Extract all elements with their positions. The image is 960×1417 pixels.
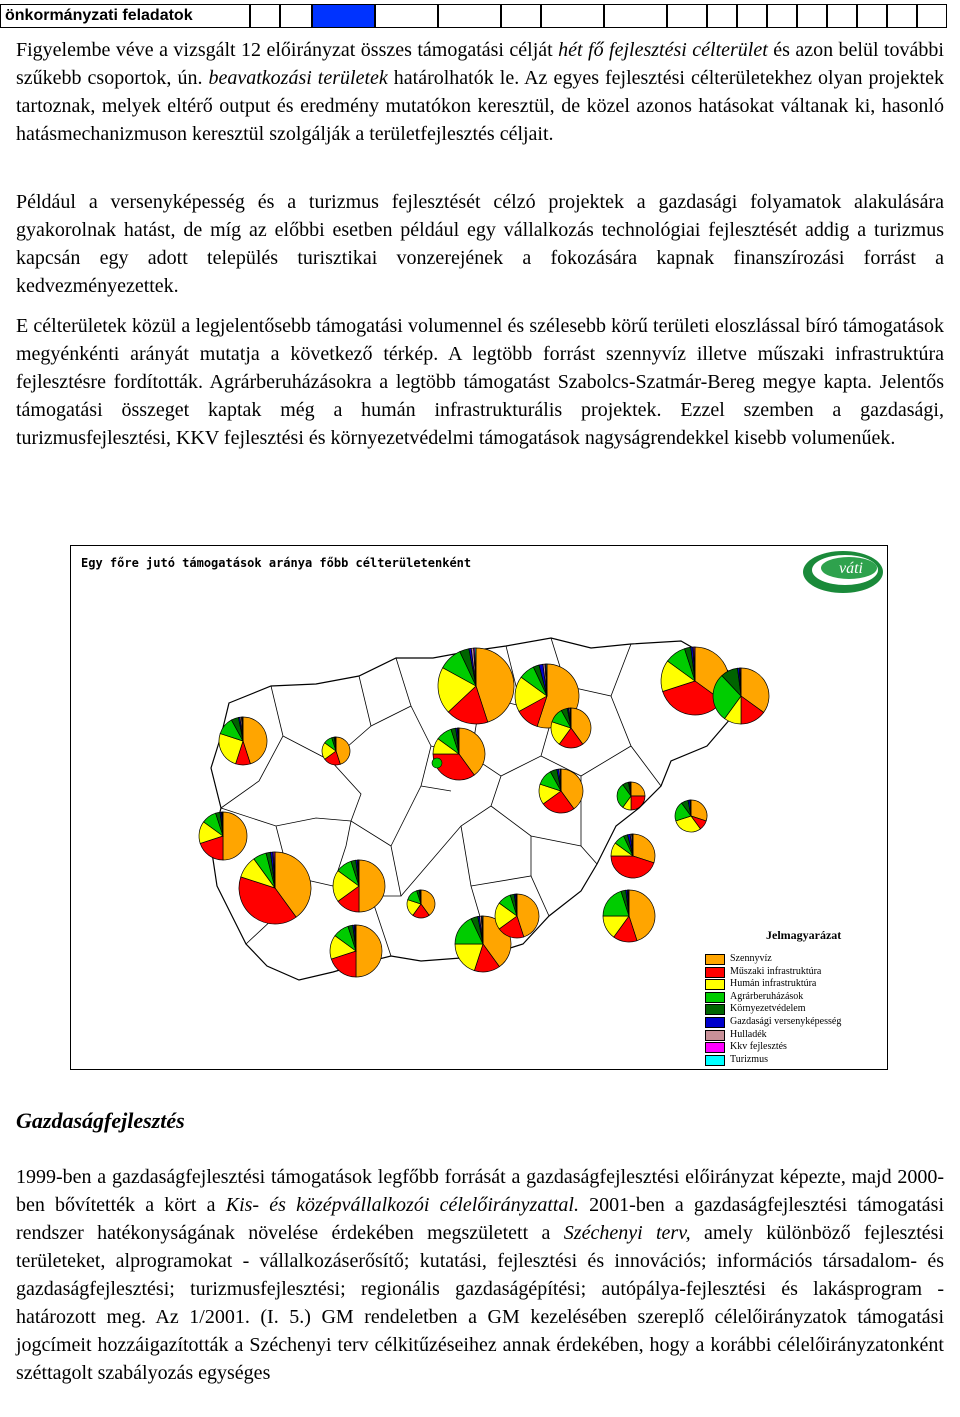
legend-label: Agrárberuházások xyxy=(730,990,804,1002)
header-cell xyxy=(707,4,737,28)
header-cell xyxy=(737,4,767,28)
legend-swatch xyxy=(705,979,725,990)
county-pie xyxy=(199,812,247,860)
header-cell xyxy=(827,4,857,28)
header-cell xyxy=(280,4,312,28)
paragraph-intro xyxy=(16,36,944,148)
county-pie xyxy=(675,800,707,832)
county-pie xyxy=(239,852,311,924)
legend-title: Jelmagyarázat xyxy=(766,928,842,942)
budapest-marker xyxy=(432,758,442,768)
text-run: 1999-ben a gazdaságfejlesztési támogatások legfőbb forrását a gazdaságfejlesztési előirányzat képezte, majd 2000-ben bővítették a kört a xyxy=(16,1166,944,1216)
legend-swatch xyxy=(705,1017,725,1028)
legend-label: Kkv fejlesztés xyxy=(730,1041,787,1053)
legend-swatch xyxy=(705,1042,725,1053)
paragraph-economic-development xyxy=(16,1163,944,1387)
legend-label: Hulladék xyxy=(730,1028,767,1040)
county-pie xyxy=(539,769,583,813)
header-title: önkormányzati feladatok xyxy=(0,4,250,28)
county-pie xyxy=(219,717,267,765)
county-pie xyxy=(322,737,350,765)
legend-label: Turizmus xyxy=(730,1053,768,1065)
header-cell xyxy=(767,4,797,28)
county-pie xyxy=(603,890,655,942)
header-cell xyxy=(917,4,947,28)
header-cell xyxy=(375,4,438,28)
section-heading: Gazdaságfejlesztés xyxy=(16,1108,185,1133)
county-pie xyxy=(433,728,485,780)
text-run: amely különböző fejlesztési területeket, alprogramokat - vállalkozáserősítő; kutatási, fejlesztési és innovációs; információs társadalom- és gazdaságfejlesztési; turizmusfejlesztési; regionális gazdaságépítési; autópálya-fejlesztési és lakásprogram - határozott meg. Az 1/2001. (I. 5.) GM rendeletben a GM kezelésében szereplő célelőirányzatok támogatási jogcímeit hozzáigazították a Széchenyi terv célkitűzéseihez annak érdekében, hogy a korábbi célelőirányzatonként széttagolt szabályozás egységes xyxy=(16,1222,944,1384)
legend-swatch xyxy=(705,1004,725,1015)
legend-swatch xyxy=(705,967,725,978)
vati-logo xyxy=(803,551,883,593)
legend-label: Környezetvédelem xyxy=(730,1003,806,1015)
county-pie xyxy=(330,925,382,977)
text-run: és azon belül további szűkebb csoportok, ún. xyxy=(16,39,944,89)
pie-slice xyxy=(631,796,645,810)
county-pie xyxy=(551,708,591,748)
legend-swatch xyxy=(705,1030,725,1041)
county-pie xyxy=(611,834,655,878)
map-title: Egy főre jutó támogatások aránya főbb célterületenként xyxy=(81,556,472,570)
legend-label: Műszaki infrastruktúra xyxy=(730,965,822,977)
county-pie xyxy=(333,860,385,912)
legend-label: Szennyvíz xyxy=(730,953,772,964)
header-cell xyxy=(541,4,604,28)
header-cell xyxy=(887,4,917,28)
emphasis-text: Széchenyi terv, xyxy=(563,1222,691,1244)
emphasis-text: beavatkozási területek xyxy=(208,67,388,89)
county-pie xyxy=(495,894,539,938)
legend-swatch xyxy=(705,954,725,965)
county-pie xyxy=(713,668,769,724)
county-pie xyxy=(617,782,645,810)
paragraph-map-intro: E célterületek közül a legjelentősebb támogatási volumennel és szélesebb körű területi eloszlással bíró támogatások megyénkénti arányát mutatja a következő térkép. A legtöbb forrást szennyvíz illetve műszaki infrastruktúra fejlesztésre fordították. Agrárberuházásokra a legtöbb támogatást Szabolcs-Szatmár-Bereg megye kapta. Jelentős támogatási összeget kaptak még a humán infrastrukturális projektek. Ezzel szemben a gazdasági, turizmusfejlesztési, KKV fejlesztési és környezetvédelmi támogatások nagyságrendekkel kisebb volumenűek. xyxy=(16,315,944,449)
header-accent-cell xyxy=(312,4,375,28)
legend-swatch xyxy=(705,1055,725,1066)
legend-label: Humán infrastruktúra xyxy=(730,978,817,990)
text-run: Figyelembe véve a vizsgált 12 előirányzat összes támogatási célját xyxy=(16,39,559,61)
header-cell xyxy=(604,4,667,28)
logo-text: váti xyxy=(839,560,863,577)
map-figure xyxy=(70,545,888,1070)
header-cell xyxy=(667,4,707,28)
emphasis-text: Kis- és középvállalkozói célelőirányzattal. xyxy=(225,1194,579,1216)
county-pie xyxy=(438,648,514,724)
legend-swatch xyxy=(705,992,725,1003)
paragraph-example: Például a versenyképesség és a turizmus fejlesztését célzó projektek a gazdasági folyamatok alakulására gyakorolnak hatást, de míg az előbbi esetben például egy vállalkozás technológiai fejlesztését addig a turizmus kapcsán egy adott település turisztikai vonzerejének a fokozására kapnak finanszírozási forrást a kedvezményezettek. xyxy=(16,191,944,297)
text-run: 2001-ben a gazdaságfejlesztési támogatási rendszer hatékonyságának növelése érdekében megszületett a xyxy=(16,1194,945,1244)
legend-label: Gazdasági versenyképesség xyxy=(730,1015,842,1027)
header-bar xyxy=(0,0,960,30)
header-cell xyxy=(438,4,501,28)
header-cell xyxy=(797,4,827,28)
emphasis-text: hét fő fejlesztési célterület xyxy=(558,39,768,61)
header-cell xyxy=(250,4,280,28)
text-run: határolhatók le. Az egyes fejlesztési célterületekhez olyan projektek tartoznak, melyek eltérő output és eredmény mutatókon keresztül, de közel azonos hatásokat váltanak ki, hasonló hatásmechanizmuson keresztül szolgálják a területfejlesztés céljait. xyxy=(16,67,944,145)
header-cell xyxy=(857,4,887,28)
county-pie xyxy=(407,890,435,918)
header-cell xyxy=(501,4,541,28)
